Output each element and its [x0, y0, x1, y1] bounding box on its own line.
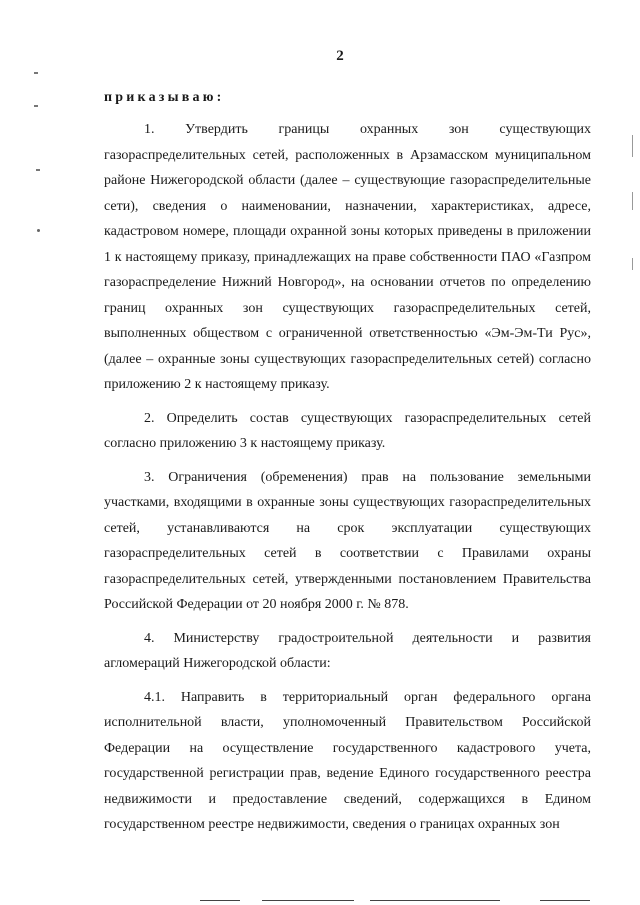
paragraph-1: 1. Утвердить границы охранных зон существующих газораспределительных сетей, расположенных в Арзамасском муниципальном районе Нижегородской области (далее – существующие газораспределительные сети), сведения о наименовании, назначении, характеристиках, адресе, кадастровом номере, площади охранной зоны которых приведены в приложении 1 к настоящему приказу, принадлежащих на праве собственности ПАО «Газпром газораспределение Нижний Новгород», на основании отчетов по определению границ охранных зон существующих газораспределительных сетей, выполненных обществом с ограниченной ответственностью «Эм-Эм-Ти Рус», (далее – охранные зоны существующих газораспределительных сетей) согласно приложению 2 к настоящему приказу. [104, 122, 591, 392]
scan-mark [34, 105, 38, 107]
paragraph-3: 3. Ограничения (обременения) прав на пользование земельными участками, входящими в охранные зоны существующих газораспределительных сетей, устанавливаются на срок эксплуатации существующих газораспределительных сетей в соответствии с Правилами охраны газораспределительных сетей, утвержденными постановлением Правительства Российской Федерации от 20 ноября 2000 г. № 878. [104, 469, 591, 612]
order-heading: приказываю: [104, 90, 225, 105]
scan-mark [540, 900, 590, 901]
scan-mark [37, 229, 40, 232]
scan-mark [200, 900, 240, 901]
scan-mark [632, 135, 633, 157]
scan-mark [34, 72, 38, 74]
scan-mark [262, 900, 354, 901]
document-body [104, 117, 591, 846]
paragraph-4: 4. Министерству градостроительной деятельности и развития агломераций Нижегородской области: [104, 630, 591, 671]
paragraph-4-1: 4.1. Направить в территориальный орган федерального органа исполнительной власти, уполномоченный Правительством Российской Федерации на осуществление государственного кадастрового учета, государственной регистрации прав, ведение Единого государственного реестра недвижимости и предоставление сведений, содержащихся в Едином государственном реестре недвижимости, сведения о границах охранных зон [104, 689, 591, 832]
scan-mark [632, 258, 633, 270]
scan-mark [36, 169, 40, 171]
paragraph-2: 2. Определить состав существующих газораспределительных сетей согласно приложению 3 к настоящему приказу. [104, 410, 591, 451]
scan-mark [632, 192, 633, 210]
scan-mark [370, 900, 500, 901]
page-number: 2 [336, 48, 344, 64]
